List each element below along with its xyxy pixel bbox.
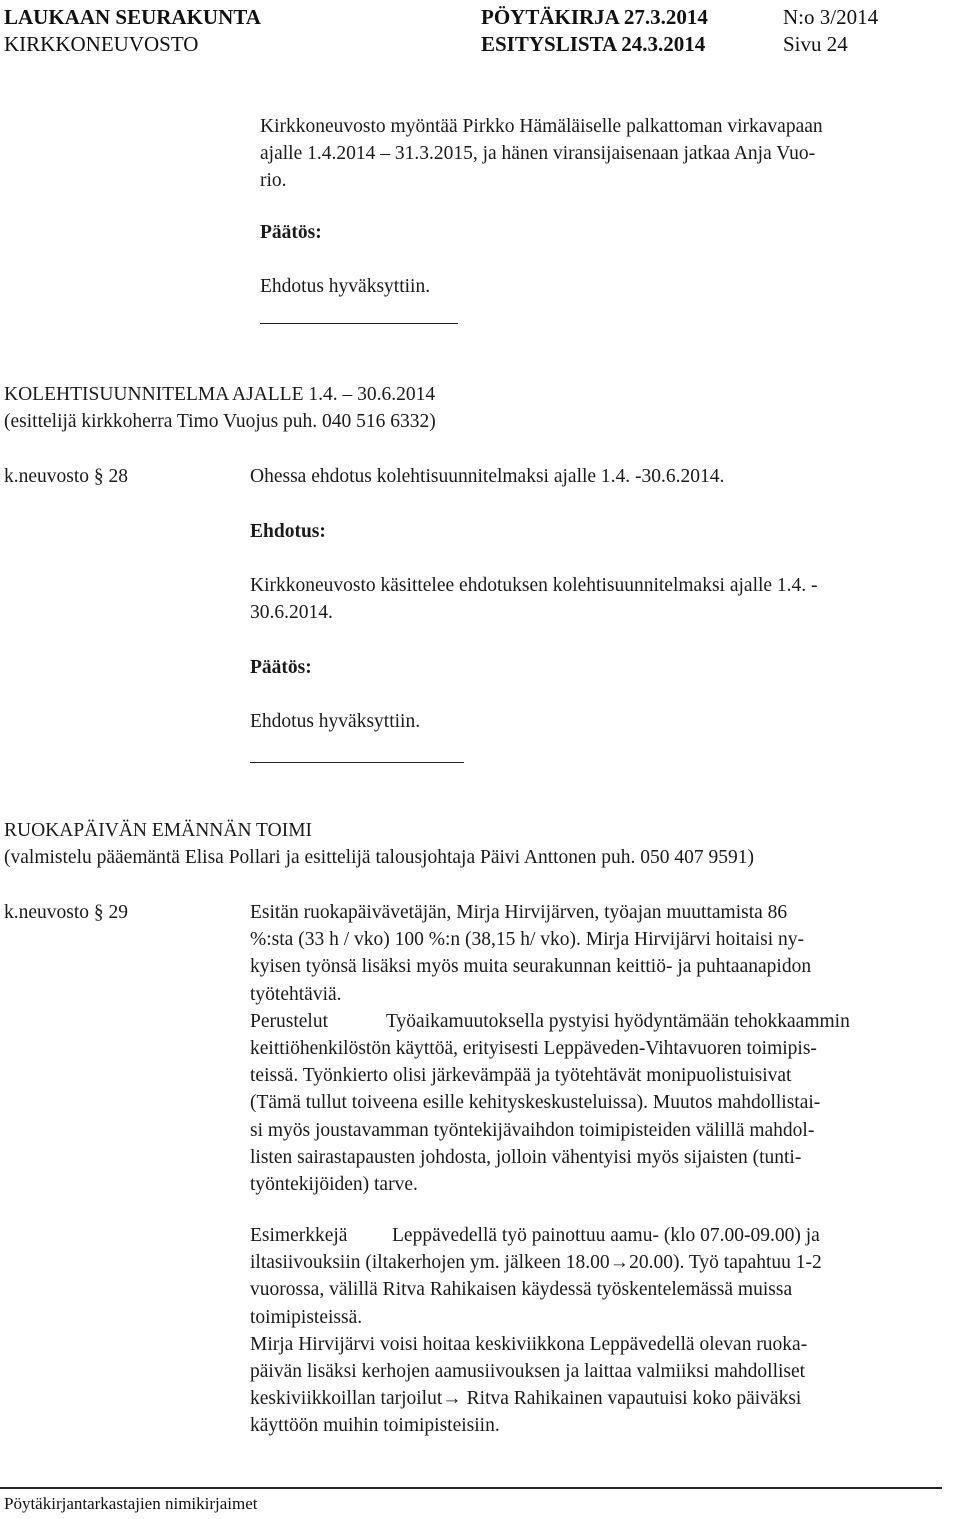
text-line: työntekijöiden) tarve. (250, 1174, 418, 1196)
page-number: Sivu 24 (783, 32, 848, 56)
text-line: käyttöön muihin toimipisteisiin. (250, 1415, 500, 1437)
prev-section-text (260, 113, 823, 195)
text-line: rio. (260, 170, 287, 192)
text-line: vuorossa, välillä Ritva Rahikaisen käydessä työskentelemässä muissa (250, 1279, 793, 1301)
text-line: kyisen työnsä lisäksi myös muita seurakunnan keittiö- ja puhtaanapidon (250, 956, 812, 978)
text-line: (Tämä tullut toiveena esille kehityskeskusteluissa). Muutos mahdollistai- (250, 1092, 821, 1114)
section-28-subtitle: (esittelijä kirkkoherra Timo Vuojus puh. 040 516 6332) (4, 411, 436, 432)
section-28-intro: Ohessa ehdotus kolehtisuunnitelmaksi ajalle 1.4. -30.6.2014. (250, 466, 725, 487)
text-line: Mirja Hirvijärvi voisi hoitaa keskiviikkona Leppävedellä olevan ruoka- (250, 1333, 808, 1355)
section-28-proposal-text (250, 572, 818, 626)
text-line: 30.6.2014. (250, 602, 333, 624)
reasons-line (250, 1008, 850, 1035)
agenda-date: ESITYSLISTA 24.3.2014 (481, 32, 706, 56)
section-28-ref: k.neuvosto § 28 (4, 466, 129, 487)
examples-first-line: Leppävedellä työ painottuu aamu- (klo 07.00-09.00) ja (392, 1225, 820, 1246)
section-28-proposal-label: Ehdotus: (250, 521, 326, 542)
org-name: LAUKAAN SEURAKUNTA (4, 5, 261, 29)
text-line: iltasiivouksiin (iltakerhojen ym. jälkeen 18.00→20.00). Työ tapahtuu 1-2 (250, 1252, 822, 1274)
minutes-date: PÖYTÄKIRJA 27.3.2014 (481, 5, 708, 29)
examples-line (250, 1222, 822, 1249)
text-line: keskiviikkoillan tarjoilut→ Ritva Rahikainen vapautuisi koko päiväksi (250, 1388, 802, 1410)
footer-initials-label: Pöytäkirjantarkastajien nimikirjaimet (4, 1494, 258, 1513)
body-name: KIRKKONEUVOSTO (4, 32, 199, 56)
section-28-title: KOLEHTISUUNNITELMA AJALLE 1.4. – 30.6.2014 (4, 384, 436, 405)
text-line: %:sta (33 h / vko) 100 %:n (38,15 h/ vko). Mirja Hirvijärvi hoitaisi ny- (250, 929, 805, 951)
text-line: toimipisteissä. (250, 1306, 363, 1328)
text-line: päivän lisäksi kerhojen aamusiivouksen ja laittaa valmiiksi mahdolliset (250, 1361, 806, 1383)
section-29-examples (250, 1222, 822, 1440)
section-29-title: RUOKAPÄIVÄN EMÄNNÄN TOIMI (4, 820, 313, 841)
text-line: keittiöhenkilöstön käyttöä, erityisesti Leppäveden-Vihtavuoren toimipis- (250, 1038, 817, 1060)
footer-divider (0, 1487, 942, 1489)
section-28-decision-text: Ehdotus hyväksyttiin. (250, 711, 421, 732)
section-28-decision-label: Päätös: (250, 657, 312, 678)
section-divider (260, 323, 458, 324)
text-line: ajalle 1.4.2014 – 31.3.2015, ja hänen viransijaisenaan jatkaa Anja Vuo- (260, 143, 816, 165)
section-29-subtitle: (valmistelu pääemäntä Elisa Pollari ja esittelijä talousjohtaja Päivi Anttonen puh. 050 407 9591) (4, 847, 755, 868)
text-line: teissä. Työnkierto olisi järkevämpää ja työtehtävät monipuolistuisivat (250, 1065, 792, 1087)
reasons-first-line: Työaikamuutoksella pystyisi hyödyntämään tehokkaammin (386, 1010, 850, 1032)
text-line: Esitän ruokapäivävetäjän, Mirja Hirvijärven, työajan muuttamista 86 (250, 902, 788, 923)
section-29-ref: k.neuvosto § 29 (4, 902, 129, 923)
section-divider (250, 762, 464, 763)
prev-decision-text: Ehdotus hyväksyttiin. (260, 276, 431, 297)
text-line: työtehtäviä. (250, 983, 342, 1005)
text-line: Kirkkoneuvosto käsittelee ehdotuksen kolehtisuunnitelmaksi ajalle 1.4. - (250, 575, 818, 596)
section-29-body (250, 899, 850, 1198)
text-line: si myös joustavamman työntekijävaihdon toimipisteiden välillä mahdol- (250, 1119, 815, 1141)
text-line: Kirkkoneuvosto myöntää Pirkko Hämäläiselle palkattoman virkavapaan (260, 116, 823, 137)
text-line: listen sairastapausten johdosta, jolloin vähentyisi myös sijaisten (tunti- (250, 1146, 802, 1168)
reasons-label: Perustelut (250, 1010, 328, 1032)
prev-decision-label: Päätös: (260, 222, 322, 243)
document-number: N:o 3/2014 (783, 5, 879, 29)
examples-label: Esimerkkejä (250, 1225, 348, 1246)
